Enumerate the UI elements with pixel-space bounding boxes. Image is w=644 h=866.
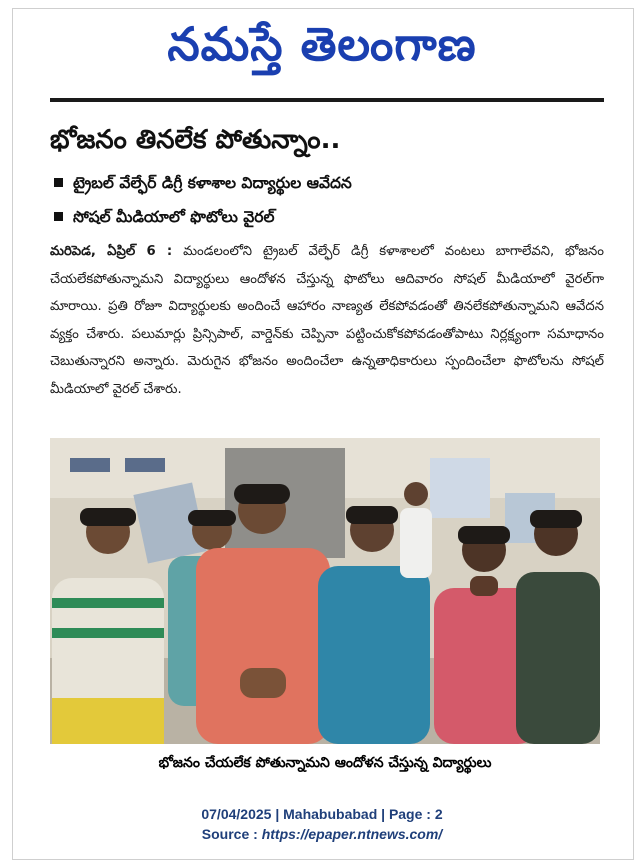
subheadline-item	[50, 166, 604, 200]
subheadline-item	[50, 200, 604, 234]
source-line	[12, 826, 632, 842]
article-headline: భోజనం తినలేక పోతున్నాం..	[50, 125, 341, 155]
headline-divider	[50, 98, 604, 102]
news-photo	[50, 438, 600, 744]
subheadline-text: సోషల్ మీడియాలో ఫొటోలు వైరల్	[73, 208, 275, 226]
source-label: Source :	[201, 826, 262, 842]
photo-caption: భోజనం చేయలేక పోతున్నామని ఆందోళన చేస్తున్న విద్యార్థులు	[158, 755, 492, 771]
article-dateline: మరిపెడ, ఏప్రిల్ 6 :	[50, 244, 173, 259]
article-body-text: మండలంలోని ట్రైబల్ వేల్ఫేర్ డిగ్రీ కళాశాలలో వంటలు బాగాలేవని, భోజనం చేయలేకపోతున్నామని విద్యార్థులు ఆందోళన చేస్తున్న ఫొటోలు ఆదివారం సోషల్ మీడియాలో వైరల్‌గా మారాయి. ప్రతి రోజూ విద్యార్థులకు అందించే ఆహారం నాణ్యత లేకపోవడంతో తినలేకపోతున్నామని ఆవేదన వ్యక్తం చేశారు. పలుమార్లు ప్రిన్సిపాల్, వార్డెన్‌కు చెప్పినా పట్టించుకోకపోవడంతోపాటు నిర్లక్ష్యంగా సమాధానం చెబుతున్నారని అన్నారు. మెరుగైన భోజనం అందించేలా ఉన్నతాధికారులు స్పందించేలా ఫొటోలను సోషల్ మీడియాలో వైరల్ చేశారు.	[50, 244, 604, 397]
subheadline-text: ట్రైబల్ వేల్ఫేర్ డిగ్రీ కళాశాల విద్యార్థుల ఆవేదన	[73, 174, 352, 192]
square-bullet-icon	[54, 178, 63, 187]
square-bullet-icon	[54, 212, 63, 221]
newspaper-masthead: నమస్తే తెలంగాణ	[167, 17, 477, 71]
subheadline-list	[50, 166, 604, 234]
source-link[interactable]: https://epaper.ntnews.com/	[261, 826, 443, 842]
edition-info: 07/04/2025 | Mahabubabad | Page : 2	[201, 806, 443, 822]
article-body	[50, 238, 604, 432]
students-protest-photo-illustration	[50, 438, 600, 744]
